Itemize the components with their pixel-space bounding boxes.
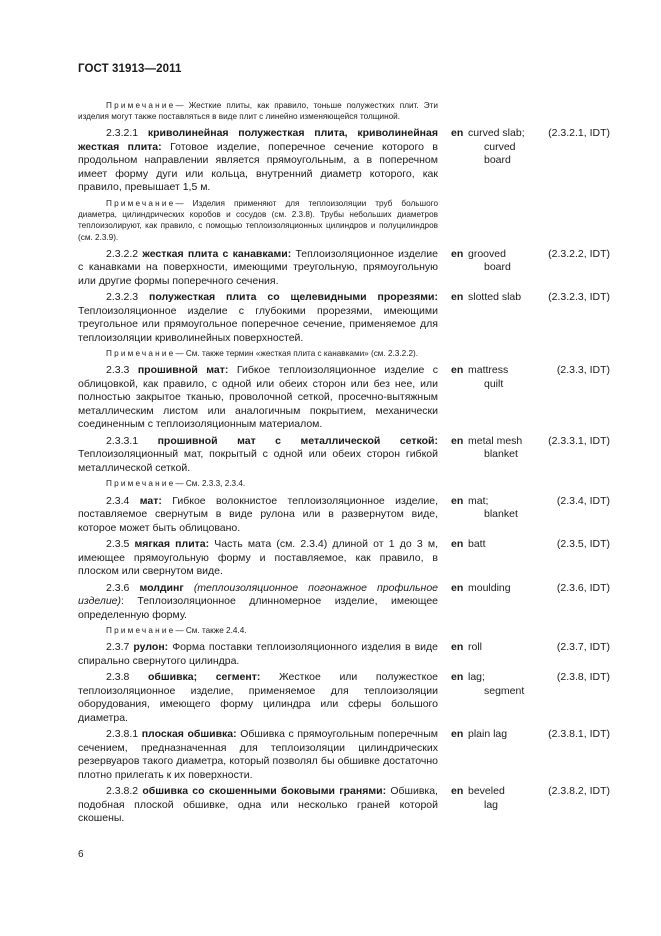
term-entry bbox=[78, 641, 610, 668]
iso-reference: (2.3.2.1, IDT) bbox=[548, 127, 610, 140]
reference-column bbox=[525, 641, 610, 668]
language-tag: en bbox=[451, 364, 464, 377]
term-paragraph bbox=[78, 127, 438, 195]
note-text bbox=[78, 478, 438, 489]
language-tag: en bbox=[451, 434, 464, 447]
term-entry bbox=[78, 248, 610, 289]
english-term-line: moulding bbox=[468, 581, 511, 594]
term-number: 2.3.3 bbox=[106, 364, 130, 377]
term-name: полужесткая плита со щелевидными прорезями: bbox=[148, 291, 438, 304]
term-definition: Гибкое теплоизоляционное изделие с облицовкой, как правило, с одной или обеих сторон или без нее, или полностью закрытое тканью, проволочной сеткой, просечно-вытяжным металлическим листом или аналогичным покрытием, механически соединенным с теплоизоляционным материалом. bbox=[78, 364, 439, 431]
term-definition: Гибкое волокнистое теплоизоляционное изделие, поставляемое свернутым в виде рулона или в развернутом виде, которое может быть облицовано. bbox=[78, 494, 438, 534]
english-term bbox=[468, 291, 525, 345]
note-text bbox=[78, 100, 438, 122]
english-term-column bbox=[438, 127, 525, 195]
term-text-column bbox=[78, 728, 438, 782]
term-paragraph bbox=[78, 291, 438, 345]
english-term-column bbox=[438, 495, 525, 536]
note-label: Примечание bbox=[106, 101, 176, 110]
reference-column bbox=[525, 538, 610, 579]
note-row bbox=[78, 478, 610, 489]
term-text-column bbox=[78, 248, 438, 289]
term-name: молдинг bbox=[139, 581, 184, 594]
iso-reference: (2.3.8.2, IDT) bbox=[548, 785, 610, 798]
english-term bbox=[468, 127, 525, 195]
reference-column bbox=[525, 348, 610, 359]
english-term-line: metal mesh bbox=[468, 434, 523, 447]
page-number: 6 bbox=[78, 849, 84, 860]
note-label: Примечание bbox=[106, 626, 176, 636]
reference-column bbox=[525, 785, 610, 826]
note-text bbox=[78, 348, 438, 359]
note-body: — См. также 2.4.4. bbox=[175, 626, 247, 636]
term-paragraph bbox=[78, 785, 438, 826]
reference-column bbox=[525, 198, 610, 243]
term-text-column bbox=[78, 671, 438, 725]
language-tag: en bbox=[451, 641, 464, 654]
reference-column bbox=[525, 495, 610, 536]
english-term-column bbox=[438, 198, 525, 243]
document-header: ГОСТ 31913—2011 bbox=[78, 63, 182, 75]
reference-column bbox=[525, 728, 610, 782]
english-term-line: board bbox=[484, 261, 511, 274]
english-term bbox=[468, 435, 525, 476]
iso-reference: (2.3.8, IDT) bbox=[556, 671, 610, 684]
english-term-column bbox=[438, 538, 525, 579]
term-synonym: (теплоизоляционное погонажное профильное изделие) bbox=[78, 581, 439, 608]
english-term-line: plain lag bbox=[468, 728, 508, 741]
english-term-line: mat; bbox=[468, 494, 489, 507]
english-term-line: curved bbox=[484, 140, 516, 153]
term-number: 2.3.4 bbox=[106, 494, 130, 507]
term-text-column bbox=[78, 582, 438, 623]
english-term bbox=[468, 671, 525, 725]
term-paragraph bbox=[78, 538, 438, 579]
english-term bbox=[468, 248, 525, 289]
note-text-column bbox=[78, 198, 438, 243]
note-text bbox=[78, 198, 438, 243]
term-number: 2.3.8.2 bbox=[106, 785, 139, 798]
english-term-line: segment bbox=[484, 684, 525, 697]
english-term bbox=[468, 582, 525, 623]
note-row bbox=[78, 100, 610, 122]
term-paragraph bbox=[78, 582, 438, 623]
note-body: — См. также термин «жесткая плита с канавками» (см. 2.3.2.2). bbox=[175, 349, 419, 359]
english-term-line: grooved bbox=[468, 247, 506, 260]
english-term-column bbox=[438, 348, 525, 359]
reference-column bbox=[525, 671, 610, 725]
term-definition: Часть мата (см. 2.3.4) длиной от 1 до 3 м, имеющее прямоугольную форму и поставляемое, как правило, в плоском или свернутом виде. bbox=[78, 538, 438, 578]
term-name: рулон: bbox=[133, 641, 169, 654]
note-row bbox=[78, 625, 610, 636]
term-definition: Жесткое или полужесткое теплоизоляционное изделие, применяемое для теплоизоляции оборудования, имеющего форму цилиндра или сферы большого диаметра. bbox=[78, 671, 439, 724]
term-definition: Обшивка, подобная плоской обшивке, одна или несколько граней которой скошены. bbox=[78, 785, 438, 825]
term-name: мягкая плита: bbox=[134, 538, 210, 551]
term-name: криволинейная полужесткая плита, криволинейная жесткая плита: bbox=[78, 127, 438, 153]
english-term bbox=[468, 785, 525, 826]
english-term-column bbox=[438, 478, 525, 489]
term-text-column bbox=[78, 364, 438, 432]
language-tag: en bbox=[451, 127, 464, 140]
english-term-line: board bbox=[484, 154, 511, 167]
english-term-line: blanket bbox=[484, 448, 518, 461]
english-term-column bbox=[438, 641, 525, 668]
term-text-column bbox=[78, 538, 438, 579]
iso-reference: (2.3.3.1, IDT) bbox=[548, 434, 610, 447]
term-paragraph bbox=[78, 435, 438, 476]
language-tag: en bbox=[451, 291, 464, 304]
note-body: — См. 2.3.3, 2.3.4. bbox=[175, 479, 246, 489]
note-text-column bbox=[78, 625, 438, 636]
note-label: Примечание bbox=[106, 349, 176, 359]
term-paragraph bbox=[78, 495, 438, 536]
term-text-column bbox=[78, 435, 438, 476]
term-number: 2.3.3.1 bbox=[106, 434, 139, 447]
term-definition: Теплоизоляционное изделие с глубокими прорезями, имеющими треугольное или прямоугольное поперечное сечение, применяемое для теплоизоляции криволинейных поверхностей. bbox=[78, 304, 438, 344]
term-number: 2.3.5 bbox=[106, 538, 130, 551]
term-entry bbox=[78, 538, 610, 579]
note-row bbox=[78, 198, 610, 243]
english-term-line: lag; bbox=[468, 671, 485, 684]
term-text-column bbox=[78, 641, 438, 668]
term-paragraph bbox=[78, 671, 438, 725]
term-number: 2.3.2.2 bbox=[106, 247, 139, 260]
iso-reference: (2.3.6, IDT) bbox=[556, 581, 610, 594]
language-tag: en bbox=[451, 581, 464, 594]
term-definition: : Теплоизоляционное длинномерное изделие, имеющее определенную форму. bbox=[78, 595, 438, 621]
terms-list bbox=[78, 100, 610, 829]
english-term-column bbox=[438, 435, 525, 476]
note-row bbox=[78, 348, 610, 359]
term-text-column bbox=[78, 495, 438, 536]
english-term-line: quilt bbox=[484, 377, 504, 390]
iso-reference: (2.3.2.3, IDT) bbox=[548, 291, 610, 304]
term-definition: Обшивка с прямоугольным поперечным сечением, предназначенная для теплоизоляции цилиндрических резервуаров такого диаметра, который позволял бы обшивке достаточно плотно прилегать к их поверхности. bbox=[78, 728, 438, 781]
note-label: Примечание bbox=[106, 479, 176, 489]
note-text-column bbox=[78, 100, 438, 122]
reference-column bbox=[525, 582, 610, 623]
term-paragraph bbox=[78, 641, 438, 668]
term-name: обшивка со скошенными боковыми гранями: bbox=[142, 785, 387, 798]
reference-column bbox=[525, 478, 610, 489]
term-number: 2.3.8.1 bbox=[106, 728, 139, 741]
language-tag: en bbox=[451, 494, 464, 507]
term-name: прошивной мат с металлической сеткой: bbox=[157, 434, 438, 447]
english-term-column bbox=[438, 582, 525, 623]
term-name: жесткая плита с канавками: bbox=[142, 247, 292, 260]
reference-column bbox=[525, 248, 610, 289]
english-term-line: lag bbox=[484, 798, 499, 811]
english-term-column bbox=[438, 291, 525, 345]
term-number: 2.3.2.3 bbox=[106, 291, 139, 304]
reference-column bbox=[525, 100, 610, 122]
iso-reference: (2.3.5, IDT) bbox=[556, 538, 610, 551]
reference-column bbox=[525, 127, 610, 195]
note-text-column bbox=[78, 348, 438, 359]
term-definition: Теплоизоляционное изделие с канавками на поверхности, имеющими треугольную, прямоугольную или другие формы поперечного сечения. bbox=[78, 247, 439, 287]
term-number: 2.3.8 bbox=[106, 671, 130, 684]
term-entry bbox=[78, 291, 610, 345]
term-name: мат: bbox=[139, 494, 162, 507]
term-text-column bbox=[78, 291, 438, 345]
english-term bbox=[468, 495, 525, 536]
term-name: плоская обшивка: bbox=[141, 728, 237, 741]
term-number: 2.3.6 bbox=[106, 581, 130, 594]
english-term-line: blanket bbox=[484, 508, 518, 521]
english-term-column bbox=[438, 100, 525, 122]
english-term-line: curved slab; bbox=[468, 127, 525, 140]
language-tag: en bbox=[451, 538, 464, 551]
english-term-column bbox=[438, 364, 525, 432]
term-definition: Форма поставки теплоизоляционного изделия в виде спирально свернутого цилиндра. bbox=[78, 641, 438, 667]
term-text-column bbox=[78, 785, 438, 826]
english-term-line: slotted slab bbox=[468, 291, 522, 304]
note-body: — Жесткие плиты, как правило, тоньше полужестких плит. Эти изделия могут также поставляться в виде плит с линейно изменяющейся толщиной. bbox=[78, 101, 438, 122]
reference-column bbox=[525, 625, 610, 636]
term-entry bbox=[78, 785, 610, 826]
english-term-column bbox=[438, 785, 525, 826]
english-term bbox=[468, 364, 525, 432]
reference-column bbox=[525, 364, 610, 432]
english-term-column bbox=[438, 625, 525, 636]
english-term-column bbox=[438, 248, 525, 289]
iso-reference: (2.3.2.2, IDT) bbox=[548, 247, 610, 260]
language-tag: en bbox=[451, 785, 464, 798]
english-term-column bbox=[438, 671, 525, 725]
term-name: обшивка; сегмент: bbox=[147, 671, 261, 684]
term-entry bbox=[78, 495, 610, 536]
iso-reference: (2.3.4, IDT) bbox=[556, 494, 610, 507]
term-entry bbox=[78, 435, 610, 476]
term-number: 2.3.7 bbox=[106, 641, 130, 654]
note-label: Примечание bbox=[106, 198, 176, 208]
reference-column bbox=[525, 435, 610, 476]
note-text bbox=[78, 625, 438, 636]
term-paragraph bbox=[78, 728, 438, 782]
english-term bbox=[468, 728, 525, 782]
english-term bbox=[468, 538, 525, 579]
language-tag: en bbox=[451, 671, 464, 684]
iso-reference: (2.3.3, IDT) bbox=[556, 364, 610, 377]
english-term-line: roll bbox=[468, 641, 483, 654]
term-entry bbox=[78, 582, 610, 623]
note-text-column bbox=[78, 478, 438, 489]
english-term bbox=[468, 641, 525, 668]
english-term-column bbox=[438, 728, 525, 782]
term-text-column bbox=[78, 127, 438, 195]
term-entry bbox=[78, 728, 610, 782]
term-definition: Готовое изделие, поперечное сечение которого в продольном направлении является прямоугольным, а в поперечном имеет форму дуги или кольца, внутренний диаметр которого, как правило, превышает 1,5 м. bbox=[78, 140, 438, 194]
reference-column bbox=[525, 291, 610, 345]
term-definition: Теплоизоляционный мат, покрытый с одной или обеих сторон гибкой металлической сеткой. bbox=[78, 448, 438, 474]
term-paragraph bbox=[78, 364, 438, 432]
iso-reference: (2.3.7, IDT) bbox=[556, 641, 610, 654]
iso-reference: (2.3.8.1, IDT) bbox=[548, 728, 610, 741]
term-number: 2.3.2.1 bbox=[106, 127, 139, 140]
term-name: прошивной мат: bbox=[137, 364, 229, 377]
term-entry bbox=[78, 671, 610, 725]
term-entry bbox=[78, 127, 610, 195]
language-tag: en bbox=[451, 728, 464, 741]
note-body: — Изделия применяют для теплоизоляции труб большого диаметра, цилиндрических коробов и сосудов (см. 2.3.8). Трубы небольших диаметров теплоизолируют, как правило, с помощью теплоизоляционных цилиндров и полуцилиндров (см. 2.3.9). bbox=[78, 198, 438, 242]
term-entry bbox=[78, 364, 610, 432]
term-paragraph bbox=[78, 248, 438, 289]
english-term-line: mattress bbox=[468, 364, 509, 377]
english-term-line: beveled bbox=[468, 785, 505, 798]
english-term-line: batt bbox=[468, 538, 486, 551]
language-tag: en bbox=[451, 247, 464, 260]
